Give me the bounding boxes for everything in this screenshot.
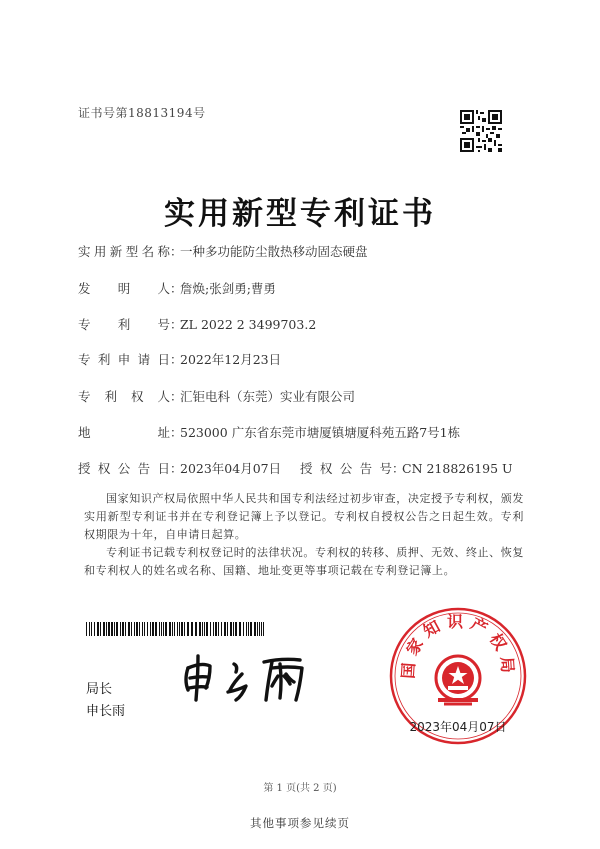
row-patent-number: 专 利 号：ZL 2022 2 3499703.2 (78, 317, 317, 332)
label-address: 地 址 (78, 425, 170, 440)
document-title: 实用新型专利证书 (164, 196, 436, 232)
label-grant-date: 授权公告日 (78, 461, 170, 476)
legal-paragraph-2: 专利证书记载专利权登记时的法律状况。专利权的转移、质押、无效、终止、恢复和专利权人的姓名或名称、国籍、地址变更等事项记载在专利登记簿上。 (84, 546, 524, 577)
row-address: 地 址：523000 广东省东莞市塘厦镇塘厦科苑五路7号1栋 (78, 425, 461, 440)
seal-date: 2023年04月07日 (409, 720, 507, 734)
value-grant-date: 2023年04月07日 (180, 461, 282, 476)
certificate-number: 证书号第18813194号 (78, 106, 206, 120)
director-signature (176, 646, 326, 704)
value-grant-number: CN 218826195 U (402, 461, 513, 476)
qr-code (460, 110, 502, 152)
row-filing-date: 专利申请日：2022年12月23日 (78, 352, 282, 367)
value-filing-date: 2022年12月23日 (180, 352, 282, 367)
value-patent-number: ZL 2022 2 3499703.2 (180, 317, 317, 332)
director-title: 局长 (86, 682, 113, 697)
label-grant-number: 授权公告号 (300, 461, 392, 476)
director-name: 申长雨 (86, 704, 126, 719)
value-address: 523000 广东省东莞市塘厦镇塘厦科苑五路7号1栋 (180, 425, 461, 440)
label-inventor: 发 明 人 (78, 281, 170, 296)
label-model-name: 实用新型名称 (78, 244, 170, 259)
row-model-name: 实用新型名称：一种多功能防尘散热移动固态硬盘 (78, 244, 368, 259)
legal-paragraph-1: 国家知识产权局依照中华人民共和国专利法经过初步审查，决定授予专利权，颁发实用新型专利证书并在专利登记簿上予以登记。专利权自授权公告之日起生效。专利权期限为十年，自申请日起算。 (84, 492, 524, 541)
label-patentee: 专 利 权 人 (78, 389, 170, 404)
value-patentee: 汇钜电科（东莞）实业有限公司 (180, 389, 356, 404)
barcode (86, 622, 266, 636)
label-patent-number: 专 利 号 (78, 317, 170, 332)
row-inventor: 发 明 人：詹焕;张剑勇;曹勇 (78, 281, 276, 296)
page-number: 第 1 页(共 2 页) (263, 783, 337, 794)
value-inventor: 詹焕;张剑勇;曹勇 (180, 281, 276, 296)
label-filing-date: 专利申请日 (78, 352, 170, 367)
official-seal (388, 606, 528, 746)
national-emblem-icon (436, 656, 480, 704)
row-grant-date: 授权公告日：2023年04月07日 (78, 461, 282, 476)
continued-note: 其他事项参见续页 (250, 816, 350, 830)
row-patentee: 专 利 权 人：汇钜电科（东莞）实业有限公司 (78, 389, 356, 404)
value-model-name: 一种多功能防尘散热移动固态硬盘 (180, 244, 368, 259)
seal-text: 国家知识产权局 (398, 611, 518, 680)
row-grant-number: 授权公告号：CN 218826195 U (300, 461, 513, 476)
